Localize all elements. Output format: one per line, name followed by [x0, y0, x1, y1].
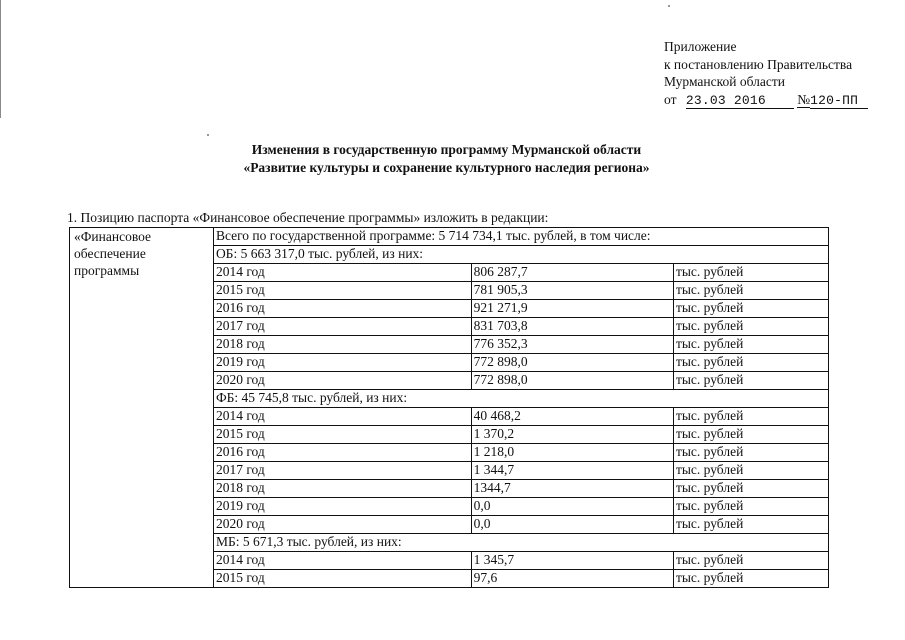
value-cell: 772 898,0: [471, 354, 673, 372]
year-cell: 2015 год: [213, 570, 471, 588]
unit-cell: тыс. рублей: [673, 570, 828, 588]
financing-label-line: программы: [74, 263, 140, 278]
section-header-fb: ФБ: 45 745,8 тыс. рублей, из них:: [213, 390, 828, 408]
value-cell: 781 905,3: [471, 282, 673, 300]
intro-paragraph: 1. Позицию паспорта «Финансовое обеспечение программы» изложить в редакции:: [67, 210, 549, 225]
financing-table-body: [70, 228, 829, 588]
value-cell: 776 352,3: [471, 336, 673, 354]
document-title-line1: Изменения в государственную программу Мурманской области: [251, 142, 642, 157]
year-cell: 2017 год: [213, 318, 471, 336]
section-header-ob: ОБ: 5 663 317,0 тыс. рублей, из них:: [213, 246, 828, 264]
section-header-mb: МБ: 5 671,3 тыс. рублей, из них:: [213, 534, 828, 552]
scan-edge-line: [0, 0, 1, 118]
unit-cell: тыс. рублей: [673, 372, 828, 390]
appendix-region: Мурманской области: [664, 74, 785, 89]
year-cell: 2018 год: [213, 480, 471, 498]
appendix-date: 23.03 2016: [686, 94, 794, 109]
year-cell: 2014 год: [213, 408, 471, 426]
year-cell: 2017 год: [213, 462, 471, 480]
unit-cell: тыс. рублей: [673, 480, 828, 498]
unit-cell: тыс. рублей: [673, 354, 828, 372]
value-cell: 1 218,0: [471, 444, 673, 462]
value-cell: 806 287,7: [471, 264, 673, 282]
year-cell: 2020 год: [213, 372, 471, 390]
value-cell: 772 898,0: [471, 372, 673, 390]
value-cell: 1 345,7: [471, 552, 673, 570]
financing-label-line: «Финансовое: [74, 229, 152, 244]
year-cell: 2015 год: [213, 282, 471, 300]
unit-cell: тыс. рублей: [673, 336, 828, 354]
value-cell: 1344,7: [471, 480, 673, 498]
appendix-date-line: [664, 91, 868, 109]
scan-speck: [668, 5, 670, 7]
appendix-from-label: от: [664, 91, 677, 107]
unit-cell: тыс. рублей: [673, 264, 828, 282]
value-cell: 97,6: [471, 570, 673, 588]
year-cell: 2019 год: [213, 498, 471, 516]
unit-cell: тыс. рублей: [673, 318, 828, 336]
scan-speck: [207, 134, 209, 136]
financing-label-line: обеспечение: [74, 246, 146, 261]
unit-cell: тыс. рублей: [673, 498, 828, 516]
year-cell: 2016 год: [213, 444, 471, 462]
value-cell: 0,0: [471, 498, 673, 516]
unit-cell: тыс. рублей: [673, 408, 828, 426]
unit-cell: тыс. рублей: [673, 282, 828, 300]
year-cell: 2014 год: [213, 552, 471, 570]
financing-table: [69, 227, 829, 588]
appendix-number: 120-ПП: [810, 94, 868, 109]
year-cell: 2018 год: [213, 336, 471, 354]
financing-label-cell: [70, 228, 214, 588]
value-cell: 1 344,7: [471, 462, 673, 480]
unit-cell: тыс. рублей: [673, 300, 828, 318]
value-cell: 921 271,9: [471, 300, 673, 318]
unit-cell: тыс. рублей: [673, 552, 828, 570]
unit-cell: тыс. рублей: [673, 444, 828, 462]
appendix-heading: Приложение: [664, 39, 737, 54]
value-cell: 40 468,2: [471, 408, 673, 426]
year-cell: 2019 год: [213, 354, 471, 372]
unit-cell: тыс. рублей: [673, 462, 828, 480]
appendix-block: [664, 38, 868, 109]
year-cell: 2016 год: [213, 300, 471, 318]
value-cell: 1 370,2: [471, 426, 673, 444]
appendix-number-sign: №: [797, 91, 811, 107]
value-cell: 831 703,8: [471, 318, 673, 336]
unit-cell: тыс. рублей: [673, 516, 828, 534]
year-cell: 2020 год: [213, 516, 471, 534]
value-cell: 0,0: [471, 516, 673, 534]
year-cell: 2015 год: [213, 426, 471, 444]
total-row: [70, 228, 829, 246]
year-cell: 2014 год: [213, 264, 471, 282]
appendix-decree-ref: к постановлению Правительства: [664, 56, 853, 72]
document-title-line2: «Развитие культуры и сохранение культурного наследия региона»: [243, 160, 650, 175]
total-cell: Всего по государственной программе: 5 714 734,1 тыс. рублей, в том числе:: [213, 228, 828, 246]
unit-cell: тыс. рублей: [673, 426, 828, 444]
